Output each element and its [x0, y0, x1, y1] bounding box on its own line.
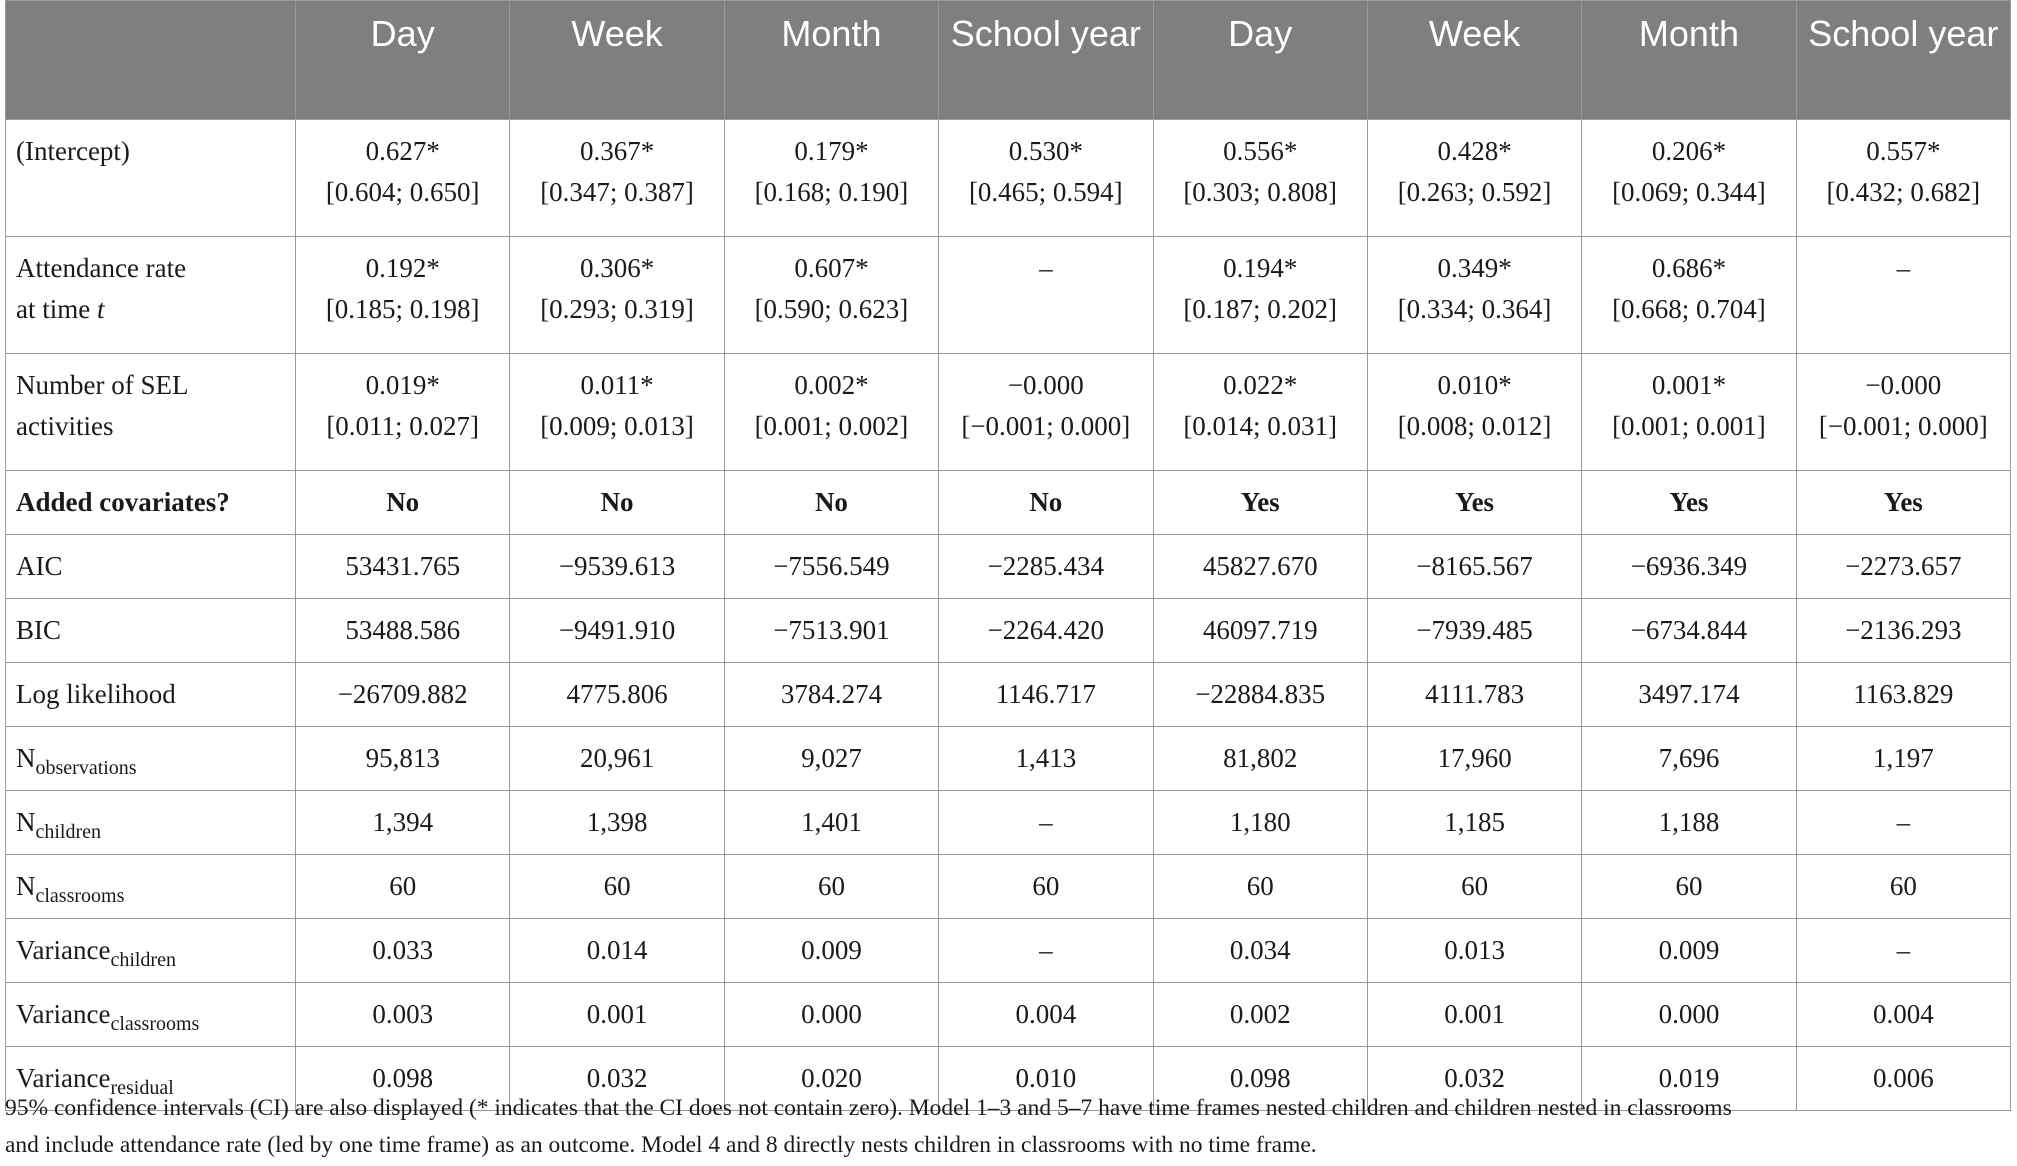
table-cell: [939, 354, 1153, 471]
footnote-line-1: 95% confidence intervals (CI) are also displayed (* indicates that the CI does not contain zero). Model 1–3 and 5–7 have time frames nested children and children nested in classrooms: [5, 1095, 1732, 1121]
table-cell: 60: [1367, 855, 1581, 919]
header-day-2: Day: [1153, 1, 1367, 120]
table-cell: 0.014: [510, 919, 724, 983]
n-classrooms-row: [6, 855, 2011, 919]
header-school-year-1: School year: [939, 1, 1153, 120]
label-subscript: observations: [35, 757, 137, 779]
table-cell: 53431.765: [296, 535, 510, 599]
table-cell: 60: [1796, 855, 2010, 919]
table-cell: 0.002: [1153, 983, 1367, 1047]
table-cell: –: [939, 919, 1153, 983]
estimate-value: 0.557*: [1866, 136, 1941, 166]
table-cell: 60: [296, 855, 510, 919]
label-subscript: classrooms: [35, 885, 125, 907]
log-likelihood-row: [6, 663, 2011, 727]
table-cell: 0.034: [1153, 919, 1367, 983]
header-week-2: Week: [1367, 1, 1581, 120]
table-cell: 1,180: [1153, 791, 1367, 855]
table-cell: 0.001: [510, 983, 724, 1047]
table-cell: [1367, 237, 1581, 354]
sel-activities-row: [6, 354, 2011, 471]
estimate-value: –: [1039, 253, 1053, 283]
table-cell: 3497.174: [1582, 663, 1796, 727]
table-cell: 0.004: [1796, 983, 2010, 1047]
table-cell: [1796, 120, 2010, 237]
row-label-sel-activities: [6, 354, 296, 471]
estimate-value: 0.686*: [1651, 253, 1727, 283]
table-cell: [296, 120, 510, 237]
table-cell: 0.009: [724, 919, 938, 983]
table-cell: 0.020: [724, 1047, 938, 1111]
row-label-n-observations: [6, 727, 296, 791]
header-day-1: Day: [296, 1, 510, 120]
attendance-rate-row: [6, 237, 2011, 354]
ci-value: [0.001; 0.001]: [1612, 411, 1766, 441]
table-cell: −6936.349: [1582, 535, 1796, 599]
table-cell: −7556.549: [724, 535, 938, 599]
table-cell: 17,960: [1367, 727, 1581, 791]
ci-value: [0.001; 0.002]: [754, 411, 909, 441]
table-cell: [296, 237, 510, 354]
ci-value: [0.590; 0.623]: [754, 294, 909, 324]
table-cell: −2273.657: [1796, 535, 2010, 599]
estimate-value: 0.367*: [579, 136, 655, 166]
ci-value: [0.263; 0.592]: [1397, 177, 1552, 207]
row-label-covariates: Added covariates?: [6, 471, 296, 535]
label-base: N: [16, 743, 36, 773]
ci-value: [0.014; 0.031]: [1183, 411, 1338, 441]
table-cell: 60: [1582, 855, 1796, 919]
table-cell: [939, 237, 1153, 354]
bic-row: [6, 599, 2011, 663]
table-cell: 0.006: [1796, 1047, 2010, 1111]
table-cell: [296, 354, 510, 471]
table-cell: −2285.434: [939, 535, 1153, 599]
table-cell: 1,398: [510, 791, 724, 855]
table-cell: 9,027: [724, 727, 938, 791]
ci-value: [0.604; 0.650]: [325, 177, 480, 207]
estimate-value: –: [1896, 253, 1911, 283]
table-cell: 1,185: [1367, 791, 1581, 855]
estimate-value: 0.428*: [1437, 136, 1512, 166]
table-cell: 1,401: [724, 791, 938, 855]
label-line-2: activities: [16, 411, 114, 441]
table-cell: [1582, 237, 1796, 354]
header-row: [6, 1, 2011, 120]
ci-value: [0.168; 0.190]: [754, 177, 909, 207]
row-label-n-children: [6, 791, 296, 855]
header-month-2: Month: [1582, 1, 1796, 120]
row-label-n-classrooms: [6, 855, 296, 919]
ci-value: [0.187; 0.202]: [1183, 294, 1338, 324]
ci-value: [0.008; 0.012]: [1397, 411, 1552, 441]
table-cell: 95,813: [296, 727, 510, 791]
estimate-value: 0.530*: [1008, 136, 1083, 166]
table-cell: Yes: [1367, 471, 1581, 535]
footnote-line-2: and include attendance rate (led by one time frame) as an outcome. Model 4 and 8 directly nests children in classrooms with no time frame.: [5, 1132, 1317, 1158]
table-cell: 0.000: [1582, 983, 1796, 1047]
table-cell: Yes: [1582, 471, 1796, 535]
table-cell: 4111.783: [1367, 663, 1581, 727]
table-cell: 0.032: [1367, 1047, 1581, 1111]
table-cell: 53488.586: [296, 599, 510, 663]
ci-value: [0.293; 0.319]: [540, 294, 694, 324]
table-cell: 0.010: [939, 1047, 1153, 1111]
table-cell: No: [939, 471, 1153, 535]
table-cell: No: [296, 471, 510, 535]
table-cell: 60: [510, 855, 724, 919]
table-cell: 0.019: [1582, 1047, 1796, 1111]
table-cell: [510, 237, 724, 354]
table-cell: −9539.613: [510, 535, 724, 599]
row-label-bic: BIC: [6, 599, 296, 663]
label-line-1: Attendance rate: [16, 253, 187, 283]
table-cell: 7,696: [1582, 727, 1796, 791]
ci-value: [0.009; 0.013]: [540, 411, 694, 441]
table-cell: [1153, 120, 1367, 237]
table-cell: −22884.835: [1153, 663, 1367, 727]
ci-value: [0.347; 0.387]: [540, 177, 694, 207]
estimate-value: −0.000: [1865, 370, 1942, 400]
estimate-value: 0.002*: [794, 370, 869, 400]
estimate-value: 0.179*: [794, 136, 869, 166]
table-cell: [724, 237, 938, 354]
ci-value: [−0.001; 0.000]: [961, 411, 1131, 441]
table-cell: [510, 120, 724, 237]
estimate-value: 0.206*: [1651, 136, 1727, 166]
row-label-variance-children: [6, 919, 296, 983]
table-cell: 0.004: [939, 983, 1153, 1047]
table-cell: 0.032: [510, 1047, 724, 1111]
table-cell: 1,413: [939, 727, 1153, 791]
label-base: Variance: [16, 999, 111, 1029]
estimate-value: 0.022*: [1223, 370, 1298, 400]
table-cell: −2136.293: [1796, 599, 2010, 663]
table-cell: 1146.717: [939, 663, 1153, 727]
table-cell: −2264.420: [939, 599, 1153, 663]
estimate-value: 0.001*: [1651, 370, 1727, 400]
table-footnote: [5, 1090, 2015, 1164]
table-cell: [1367, 120, 1581, 237]
header-month-1: Month: [724, 1, 938, 120]
table-cell: 0.001: [1367, 983, 1581, 1047]
estimate-value: 0.349*: [1437, 253, 1512, 283]
ci-value: [−0.001; 0.000]: [1818, 411, 1988, 441]
table-cell: 1163.829: [1796, 663, 2010, 727]
label-line-1: Number of SEL: [16, 370, 189, 400]
table-cell: 45827.670: [1153, 535, 1367, 599]
variance-children-row: [6, 919, 2011, 983]
table-cell: 46097.719: [1153, 599, 1367, 663]
estimate-value: 0.306*: [579, 253, 655, 283]
table-cell: –: [1796, 919, 2010, 983]
table-cell: 60: [1153, 855, 1367, 919]
covariates-row: [6, 471, 2011, 535]
ci-value: [0.069; 0.344]: [1612, 177, 1766, 207]
label-variable-t: t: [96, 294, 105, 324]
table-cell: No: [510, 471, 724, 535]
label-base: Variance: [16, 1063, 111, 1093]
label-line-2-prefix: at time: [16, 294, 97, 324]
regression-results-table: [5, 0, 2011, 1111]
estimate-value: 0.194*: [1223, 253, 1298, 283]
label-base: Variance: [16, 935, 111, 965]
n-children-row: [6, 791, 2011, 855]
table-cell: [1367, 354, 1581, 471]
label-subscript: classrooms: [110, 1013, 200, 1035]
table-cell: 3784.274: [724, 663, 938, 727]
table-cell: [1582, 354, 1796, 471]
ci-value: [0.185; 0.198]: [325, 294, 480, 324]
row-label-aic: AIC: [6, 535, 296, 599]
table-cell: 20,961: [510, 727, 724, 791]
row-label-variance-classrooms: [6, 983, 296, 1047]
row-label-intercept: (Intercept): [6, 120, 296, 237]
estimate-value: 0.607*: [794, 253, 869, 283]
table-cell: −7939.485: [1367, 599, 1581, 663]
table-cell: 0.033: [296, 919, 510, 983]
table-cell: 0.000: [724, 983, 938, 1047]
table-cell: 0.098: [1153, 1047, 1367, 1111]
header-week-1: Week: [510, 1, 724, 120]
estimate-value: 0.192*: [365, 253, 440, 283]
table-cell: −8165.567: [1367, 535, 1581, 599]
header-corner-cell: [6, 1, 296, 120]
table-cell: 60: [939, 855, 1153, 919]
table-cell: –: [1796, 791, 2010, 855]
table-cell: −6734.844: [1582, 599, 1796, 663]
ci-value: [0.432; 0.682]: [1826, 177, 1981, 207]
table-cell: −7513.901: [724, 599, 938, 663]
label-subscript: children: [110, 949, 176, 971]
table-cell: 1,188: [1582, 791, 1796, 855]
table-cell: 0.098: [296, 1047, 510, 1111]
ci-value: [0.334; 0.364]: [1397, 294, 1552, 324]
label-subscript: residual: [110, 1077, 174, 1099]
ci-value: [0.668; 0.704]: [1612, 294, 1766, 324]
estimate-value: 0.019*: [365, 370, 440, 400]
label-base: N: [16, 871, 36, 901]
table-cell: 0.003: [296, 983, 510, 1047]
table-cell: Yes: [1796, 471, 2010, 535]
table-cell: [724, 120, 938, 237]
table-cell: No: [724, 471, 938, 535]
table-cell: −9491.910: [510, 599, 724, 663]
variance-classrooms-row: [6, 983, 2011, 1047]
table-cell: [1153, 237, 1367, 354]
table-cell: −26709.882: [296, 663, 510, 727]
estimate-value: 0.556*: [1223, 136, 1298, 166]
table-cell: [1582, 120, 1796, 237]
aic-row: [6, 535, 2011, 599]
table-cell: [939, 120, 1153, 237]
table-cell: Yes: [1153, 471, 1367, 535]
table-cell: [1153, 354, 1367, 471]
table-cell: 0.013: [1367, 919, 1581, 983]
label-subscript: children: [35, 821, 102, 843]
table-cell: [1796, 237, 2010, 354]
estimate-value: 0.011*: [580, 370, 654, 400]
label-base: N: [16, 807, 36, 837]
table-cell: 1,394: [296, 791, 510, 855]
row-label-attendance-rate: [6, 237, 296, 354]
n-observations-row: [6, 727, 2011, 791]
ci-value: [0.465; 0.594]: [968, 177, 1123, 207]
table-cell: –: [939, 791, 1153, 855]
estimate-value: −0.000: [1007, 370, 1084, 400]
table-cell: [724, 354, 938, 471]
header-school-year-2: School year: [1796, 1, 2010, 120]
intercept-row: [6, 120, 2011, 237]
table-cell: 60: [724, 855, 938, 919]
ci-value: [0.303; 0.808]: [1183, 177, 1338, 207]
table-cell: [1796, 354, 2010, 471]
ci-value: [0.011; 0.027]: [326, 411, 480, 441]
results-table-container: [5, 0, 2010, 1111]
row-label-log-likelihood: Log likelihood: [6, 663, 296, 727]
table-cell: 81,802: [1153, 727, 1367, 791]
estimate-value: 0.627*: [365, 136, 440, 166]
table-cell: 0.009: [1582, 919, 1796, 983]
table-cell: [510, 354, 724, 471]
table-cell: 1,197: [1796, 727, 2010, 791]
estimate-value: 0.010*: [1437, 370, 1512, 400]
table-cell: 4775.806: [510, 663, 724, 727]
